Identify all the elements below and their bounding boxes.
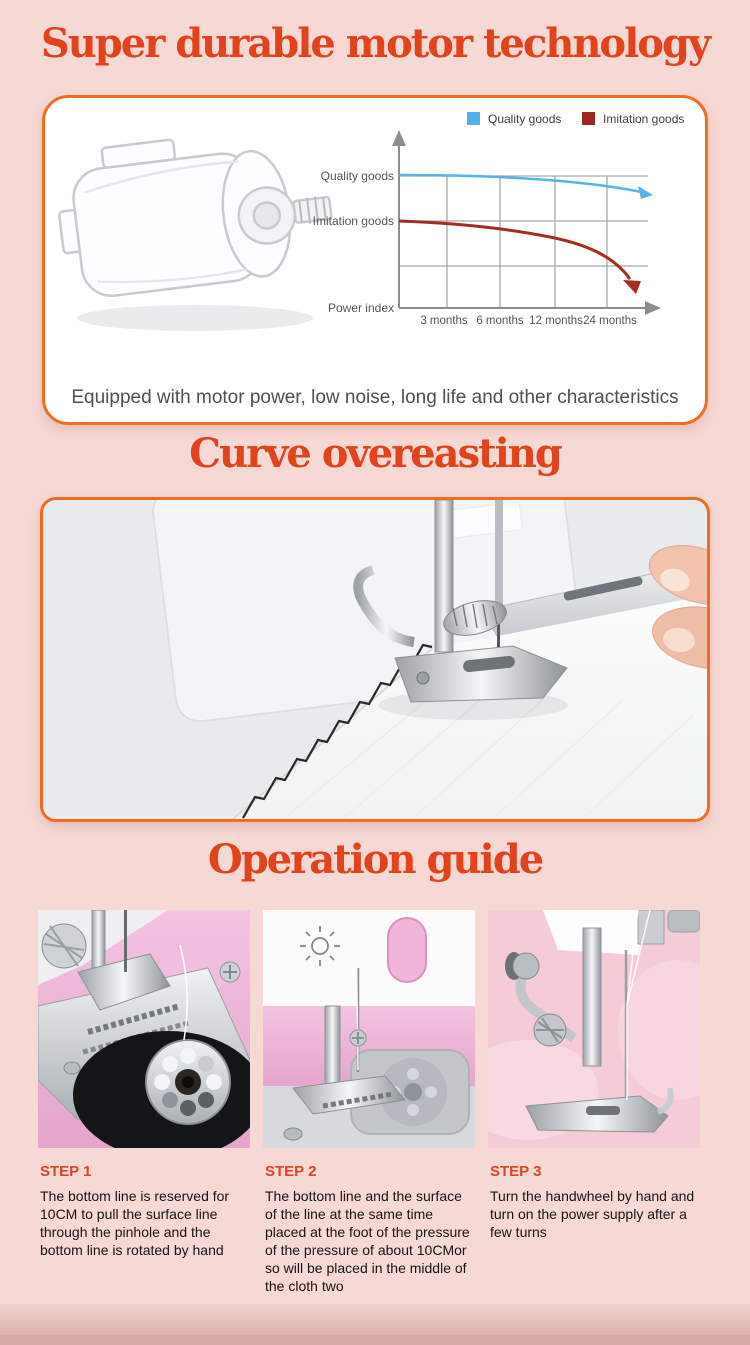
step2-photo bbox=[263, 910, 475, 1148]
motor-section-title: Super durable motor technology bbox=[40, 20, 710, 67]
footer-gradient-band bbox=[0, 1304, 750, 1335]
motor-caption: Equipped with motor power, low noise, long life and other characteristics bbox=[71, 387, 679, 408]
step1-block bbox=[40, 1163, 252, 1259]
durability-chart bbox=[313, 112, 685, 327]
legend-label-quality: Quality goods bbox=[488, 112, 562, 126]
operation-section-title: Operation guide bbox=[207, 836, 543, 883]
step2-label: STEP 2 bbox=[265, 1163, 317, 1180]
quality-goods-line bbox=[399, 175, 641, 192]
y-label-imitation: Imitation goods bbox=[312, 214, 394, 228]
x-tick-3-months: 3 months bbox=[420, 315, 468, 327]
step3-text: Turn the handwheel by hand and turn on the power supply after a few turns bbox=[490, 1188, 695, 1240]
overcasting-scene bbox=[43, 500, 707, 819]
chart-legend bbox=[467, 112, 684, 126]
x-tick-12-months: 12 months bbox=[529, 315, 583, 327]
legend-swatch-imitation bbox=[582, 112, 595, 125]
x-axis-arrow-icon bbox=[645, 301, 661, 315]
power-button bbox=[388, 918, 426, 982]
step3-scene bbox=[488, 910, 700, 1148]
legend-swatch-quality bbox=[467, 112, 480, 125]
y-label-quality: Quality goods bbox=[320, 169, 394, 183]
motor-card bbox=[42, 95, 708, 425]
step1-label: STEP 1 bbox=[40, 1163, 92, 1180]
step2-scene bbox=[263, 910, 475, 1148]
x-tick-6-months: 6 months bbox=[476, 315, 524, 327]
step3-label: STEP 3 bbox=[490, 1163, 542, 1180]
y-axis-arrow-icon bbox=[392, 130, 406, 146]
x-tick-24-months: 24 months bbox=[583, 315, 637, 327]
step1-photo bbox=[38, 910, 250, 1148]
motor-chart-figure bbox=[45, 98, 705, 422]
chart-grid bbox=[399, 176, 648, 308]
overcasting-section-title: Curve overeasting bbox=[189, 430, 561, 477]
y-label-power-index: Power index bbox=[327, 301, 394, 315]
imitation-goods-line bbox=[399, 221, 630, 279]
step3-block bbox=[490, 1163, 702, 1241]
step2-text: The bottom line and the surface of the line at the same time placed at the foot of the pressure of the pressure of about 10CMor so will be placed in the middle of the cloth two bbox=[265, 1188, 470, 1294]
step1-scene bbox=[38, 910, 250, 1148]
step2-block bbox=[265, 1163, 477, 1295]
legend-label-imitation: Imitation goods bbox=[603, 112, 685, 126]
footer-solid-band bbox=[0, 1335, 750, 1345]
step1-text: The bottom line is reserved for 10CM to pull the surface line through the pinhole and the bottom line is rotated by hand bbox=[40, 1188, 230, 1258]
quality-line-arrow-icon bbox=[638, 186, 653, 199]
step3-photo bbox=[488, 910, 700, 1148]
imitation-line-arrow-icon bbox=[623, 280, 641, 294]
motor-illustration bbox=[52, 121, 338, 331]
overcasting-photo bbox=[40, 497, 710, 822]
needle bbox=[124, 910, 127, 972]
